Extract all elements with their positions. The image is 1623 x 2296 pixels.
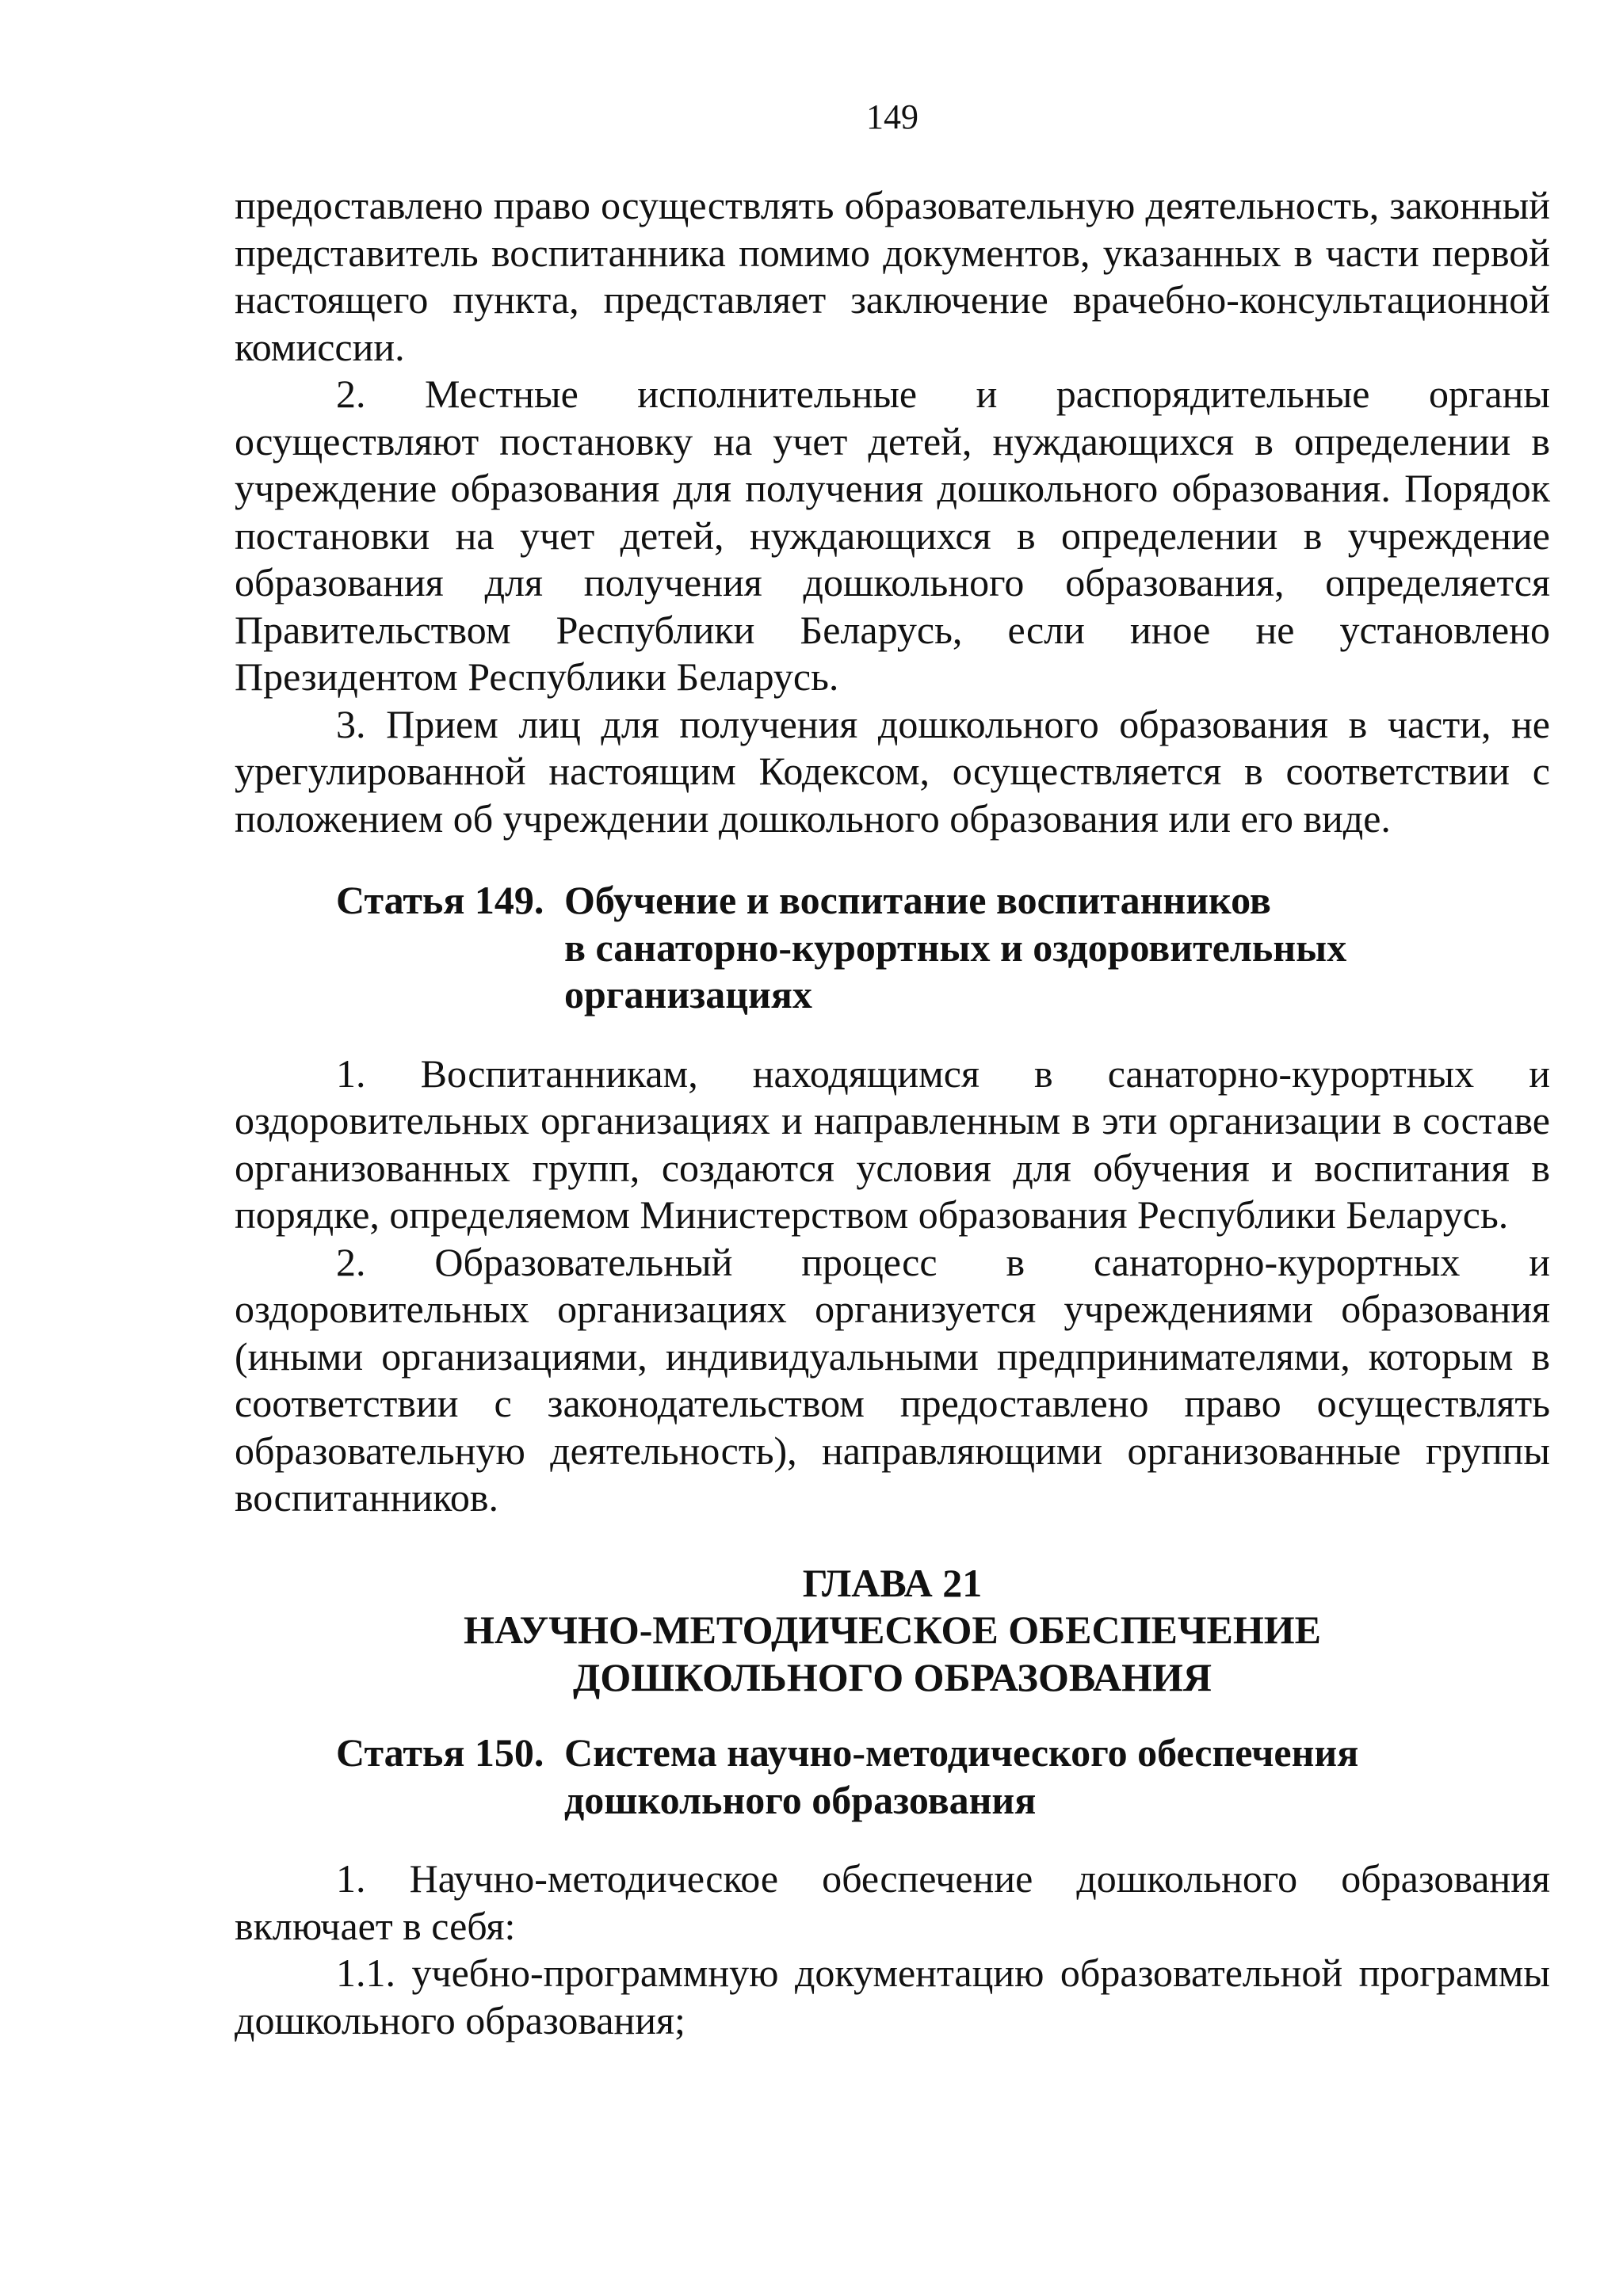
article-149-paragraph-2: 2. Образовательный процесс в санаторно-курортных и оздоровительных организациях организуется учреждениями образования (иными организациями, индивидуальными предпринимателями, которым в соответствии с законодательством предоставлено право осуществлять образовательную деятельность), направляющими организованные группы воспитанников.	[235, 1239, 1550, 1520]
document-page	[235, 93, 1550, 2044]
article-number: Статья 150.	[336, 1730, 544, 1775]
paragraph-continued: предоставлено право осуществлять образовательную деятельность, законный представитель воспитанника помимо документов, указанных в части первой настоящего пункта, представляет заключение врачебно-консультационной комиссии.	[235, 183, 1550, 369]
article-title	[564, 877, 1550, 1019]
chapter-title-line: ДОШКОЛЬНОГО ОБРАЗОВАНИЯ	[572, 1654, 1212, 1699]
paragraph-item-2: 2. Местные исполнительные и распорядительные органы осуществляют постановку на учет детей, нуждающихся в определении в учреждение образования для получения дошкольного образования. Порядок постановки на учет детей, нуждающихся в определении в учреждение образования для получения дошкольного образования, определяется Правительством Республики Беларусь, если иное не установлено Президентом Республики Беларусь.	[235, 372, 1550, 699]
article-150-item-1-1: 1.1. учебно-программную документацию образовательной программы дошкольного образования;	[235, 1951, 1550, 2042]
article-title-line: Обучение и воспитание воспитанников	[564, 878, 1271, 922]
article-title-line: Система научно-методического обеспечения	[564, 1730, 1359, 1775]
chapter-title-line: НАУЧНО-МЕТОДИЧЕСКОЕ ОБЕСПЕЧЕНИЕ	[463, 1608, 1322, 1652]
article-number: Статья 149.	[336, 878, 544, 922]
chapter-number: ГЛАВА 21	[802, 1560, 983, 1605]
article-title	[564, 1730, 1550, 1824]
article-149-paragraph-1: 1. Воспитанникам, находящимся в санаторно-курортных и оздоровительных организациях и направленным в эти организации в составе организованных групп, создаются условия для обучения и воспитания в порядке, определяемом Министерством образования Республики Беларусь.	[235, 1051, 1550, 1237]
paragraph-item-3: 3. Прием лиц для получения дошкольного образования в части, не урегулированной настоящим Кодексом, осуществляется в соответствии с положением об учреждении дошкольного образования или его виде.	[235, 701, 1550, 841]
page-number: 149	[866, 97, 918, 136]
chapter-21-heading	[235, 1560, 1550, 1702]
article-title-line: дошкольного образования	[564, 1777, 1037, 1822]
article-150-heading	[235, 1730, 1550, 1824]
article-149-heading	[235, 877, 1550, 1019]
article-title-line: организациях	[564, 972, 812, 1016]
article-150-paragraph-1: 1. Научно-методическое обеспечение дошкольного образования включает в себя:	[235, 1856, 1550, 1948]
article-title-line: в санаторно-курортных и оздоровительных	[564, 925, 1347, 970]
